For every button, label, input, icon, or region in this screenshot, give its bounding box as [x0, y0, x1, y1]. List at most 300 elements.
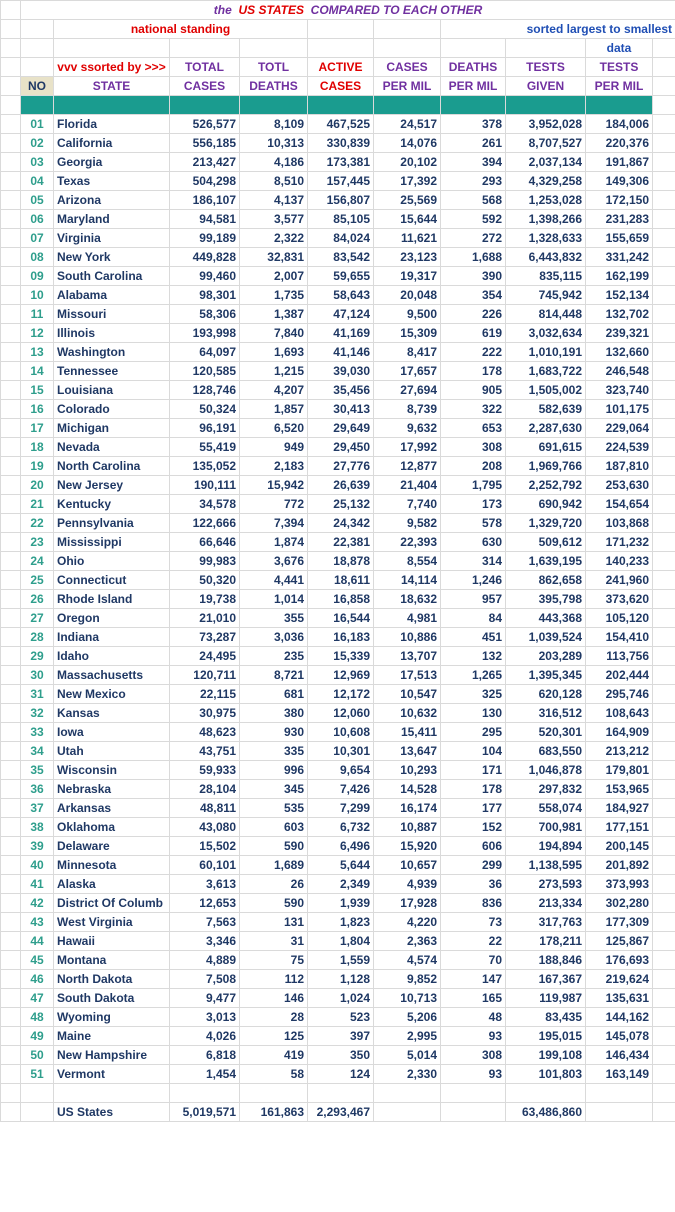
row-number: 10	[21, 286, 54, 305]
tests-given: 194,894	[506, 837, 586, 856]
active-cases: 83,542	[308, 248, 374, 267]
row-number: 14	[21, 362, 54, 381]
tests-given: 297,832	[506, 780, 586, 799]
row-number: 41	[21, 875, 54, 894]
deaths-per-mil: 592	[441, 210, 506, 229]
cases-per-mil: 25,569	[374, 191, 441, 210]
totals-tests-given: 63,486,860	[506, 1103, 586, 1122]
tests-given: 316,512	[506, 704, 586, 723]
state-name: Connecticut	[54, 571, 170, 590]
tests-given: 745,942	[506, 286, 586, 305]
total-cases: 96,191	[170, 419, 240, 438]
state-name: Tennessee	[54, 362, 170, 381]
total-cases: 15,502	[170, 837, 240, 856]
tests-per-mil: 177,309	[586, 913, 653, 932]
total-deaths: 31	[240, 932, 308, 951]
deaths-per-mil: 322	[441, 400, 506, 419]
row-number: 39	[21, 837, 54, 856]
cases-per-mil: 19,317	[374, 267, 441, 286]
tests-given: 1,138,595	[506, 856, 586, 875]
header-bottom-tests-per-mil: PER MIL	[586, 77, 653, 96]
total-deaths: 2,322	[240, 229, 308, 248]
tests-per-mil: 163,149	[586, 1065, 653, 1084]
table-row	[1, 723, 675, 742]
cases-per-mil: 23,123	[374, 248, 441, 267]
active-cases: 10,608	[308, 723, 374, 742]
active-cases: 12,172	[308, 685, 374, 704]
cases-per-mil: 20,102	[374, 153, 441, 172]
total-deaths: 131	[240, 913, 308, 932]
deaths-per-mil: 1,795	[441, 476, 506, 495]
tests-per-mil: 105,120	[586, 609, 653, 628]
total-deaths: 535	[240, 799, 308, 818]
total-cases: 43,751	[170, 742, 240, 761]
deaths-per-mil: 451	[441, 628, 506, 647]
deaths-per-mil: 905	[441, 381, 506, 400]
active-cases: 39,030	[308, 362, 374, 381]
state-name: Missouri	[54, 305, 170, 324]
active-cases: 2,349	[308, 875, 374, 894]
total-cases: 556,185	[170, 134, 240, 153]
cases-per-mil: 14,528	[374, 780, 441, 799]
table-row	[1, 134, 675, 153]
tests-per-mil: 144,162	[586, 1008, 653, 1027]
active-cases: 1,823	[308, 913, 374, 932]
cases-per-mil: 22,393	[374, 533, 441, 552]
deaths-per-mil: 957	[441, 590, 506, 609]
tests-given: 1,046,878	[506, 761, 586, 780]
total-deaths: 1,693	[240, 343, 308, 362]
row-number: 46	[21, 970, 54, 989]
tests-given: 1,395,345	[506, 666, 586, 685]
row-number: 02	[21, 134, 54, 153]
active-cases: 523	[308, 1008, 374, 1027]
total-cases: 7,508	[170, 970, 240, 989]
state-name: Montana	[54, 951, 170, 970]
table-row	[1, 571, 675, 590]
total-cases: 48,623	[170, 723, 240, 742]
tests-given: 582,639	[506, 400, 586, 419]
row-number: 23	[21, 533, 54, 552]
title-us-states: US STATES	[238, 3, 304, 17]
deaths-per-mil: 208	[441, 457, 506, 476]
tests-given: 1,010,191	[506, 343, 586, 362]
cases-per-mil: 17,657	[374, 362, 441, 381]
tests-given: 101,803	[506, 1065, 586, 1084]
row-number: 15	[21, 381, 54, 400]
total-deaths: 772	[240, 495, 308, 514]
tests-given: 509,612	[506, 533, 586, 552]
tests-per-mil: 176,693	[586, 951, 653, 970]
tests-per-mil: 187,810	[586, 457, 653, 476]
row-number: 22	[21, 514, 54, 533]
row-number: 09	[21, 267, 54, 286]
active-cases: 12,060	[308, 704, 374, 723]
state-name: Utah	[54, 742, 170, 761]
state-name: New York	[54, 248, 170, 267]
total-deaths: 355	[240, 609, 308, 628]
active-cases: 156,807	[308, 191, 374, 210]
active-cases: 30,413	[308, 400, 374, 419]
row-number: 49	[21, 1027, 54, 1046]
state-name: South Carolina	[54, 267, 170, 286]
tests-per-mil: 113,756	[586, 647, 653, 666]
active-cases: 59,655	[308, 267, 374, 286]
tests-per-mil: 295,746	[586, 685, 653, 704]
total-deaths: 345	[240, 780, 308, 799]
total-cases: 73,287	[170, 628, 240, 647]
row-number: 34	[21, 742, 54, 761]
total-cases: 64,097	[170, 343, 240, 362]
state-name: Arizona	[54, 191, 170, 210]
active-cases: 26,639	[308, 476, 374, 495]
state-name: Maryland	[54, 210, 170, 229]
state-name: Kentucky	[54, 495, 170, 514]
totals-total-cases: 5,019,571	[170, 1103, 240, 1122]
tests-given: 1,329,720	[506, 514, 586, 533]
tests-per-mil: 191,867	[586, 153, 653, 172]
state-name: New Mexico	[54, 685, 170, 704]
total-cases: 12,653	[170, 894, 240, 913]
cases-per-mil: 17,513	[374, 666, 441, 685]
tests-given: 683,550	[506, 742, 586, 761]
row-number: 33	[21, 723, 54, 742]
table-row	[1, 951, 675, 970]
tests-given: 443,368	[506, 609, 586, 628]
totals-total-deaths: 161,863	[240, 1103, 308, 1122]
deaths-per-mil: 308	[441, 1046, 506, 1065]
tests-per-mil: 302,280	[586, 894, 653, 913]
total-cases: 24,495	[170, 647, 240, 666]
total-cases: 449,828	[170, 248, 240, 267]
total-cases: 504,298	[170, 172, 240, 191]
state-name: Wyoming	[54, 1008, 170, 1027]
total-cases: 60,101	[170, 856, 240, 875]
header-bottom-deaths-per-mil: PER MIL	[441, 77, 506, 96]
active-cases: 27,776	[308, 457, 374, 476]
active-cases: 1,559	[308, 951, 374, 970]
total-deaths: 1,387	[240, 305, 308, 324]
tests-given: 195,015	[506, 1027, 586, 1046]
active-cases: 58,643	[308, 286, 374, 305]
total-cases: 58,306	[170, 305, 240, 324]
row-number: 27	[21, 609, 54, 628]
tests-per-mil: 220,376	[586, 134, 653, 153]
total-cases: 55,419	[170, 438, 240, 457]
active-cases: 25,132	[308, 495, 374, 514]
total-cases: 48,811	[170, 799, 240, 818]
table-row	[1, 818, 675, 837]
total-deaths: 4,207	[240, 381, 308, 400]
deaths-per-mil: 93	[441, 1065, 506, 1084]
tests-given: 273,593	[506, 875, 586, 894]
total-cases: 22,115	[170, 685, 240, 704]
total-deaths: 1,735	[240, 286, 308, 305]
deaths-per-mil: 178	[441, 362, 506, 381]
total-deaths: 335	[240, 742, 308, 761]
tests-given: 620,128	[506, 685, 586, 704]
total-deaths: 681	[240, 685, 308, 704]
deaths-per-mil: 147	[441, 970, 506, 989]
total-cases: 98,301	[170, 286, 240, 305]
table-row	[1, 552, 675, 571]
active-cases: 7,299	[308, 799, 374, 818]
total-cases: 193,998	[170, 324, 240, 343]
tests-given: 83,435	[506, 1008, 586, 1027]
table-row	[1, 324, 675, 343]
header-bottom-active-cases: CASES	[308, 77, 374, 96]
cases-per-mil: 13,707	[374, 647, 441, 666]
tests-given: 178,211	[506, 932, 586, 951]
cases-per-mil: 15,309	[374, 324, 441, 343]
row-number: 04	[21, 172, 54, 191]
table-row	[1, 457, 675, 476]
table-row	[1, 248, 675, 267]
state-name: Arkansas	[54, 799, 170, 818]
cases-per-mil: 13,647	[374, 742, 441, 761]
total-cases: 1,454	[170, 1065, 240, 1084]
total-cases: 99,983	[170, 552, 240, 571]
total-deaths: 603	[240, 818, 308, 837]
deaths-per-mil: 578	[441, 514, 506, 533]
row-number: 30	[21, 666, 54, 685]
table-row	[1, 476, 675, 495]
deaths-per-mil: 299	[441, 856, 506, 875]
active-cases: 1,939	[308, 894, 374, 913]
active-cases: 7,426	[308, 780, 374, 799]
total-deaths: 8,510	[240, 172, 308, 191]
table-row	[1, 666, 675, 685]
total-cases: 3,346	[170, 932, 240, 951]
tests-per-mil: 229,064	[586, 419, 653, 438]
state-name: North Dakota	[54, 970, 170, 989]
table-row	[1, 419, 675, 438]
tests-given: 119,987	[506, 989, 586, 1008]
total-deaths: 1,874	[240, 533, 308, 552]
tests-per-mil: 155,659	[586, 229, 653, 248]
row-number: 48	[21, 1008, 54, 1027]
cases-per-mil: 18,632	[374, 590, 441, 609]
state-name: Georgia	[54, 153, 170, 172]
state-name: New Hampshire	[54, 1046, 170, 1065]
national-standing-label: national standing	[54, 20, 308, 39]
cases-per-mil: 15,411	[374, 723, 441, 742]
active-cases: 41,146	[308, 343, 374, 362]
row-number: 31	[21, 685, 54, 704]
table-row	[1, 856, 675, 875]
row-number: 24	[21, 552, 54, 571]
state-name: Hawaii	[54, 932, 170, 951]
cases-per-mil: 9,632	[374, 419, 441, 438]
state-name: California	[54, 134, 170, 153]
total-deaths: 419	[240, 1046, 308, 1065]
tests-per-mil: 132,702	[586, 305, 653, 324]
deaths-per-mil: 295	[441, 723, 506, 742]
total-deaths: 1,689	[240, 856, 308, 875]
state-name: Nebraska	[54, 780, 170, 799]
active-cases: 85,105	[308, 210, 374, 229]
deaths-per-mil: 93	[441, 1027, 506, 1046]
cases-per-mil: 4,939	[374, 875, 441, 894]
cases-per-mil: 14,114	[374, 571, 441, 590]
cases-per-mil: 17,928	[374, 894, 441, 913]
table-row	[1, 989, 675, 1008]
deaths-per-mil: 22	[441, 932, 506, 951]
row-number: 51	[21, 1065, 54, 1084]
state-name: Minnesota	[54, 856, 170, 875]
total-cases: 6,818	[170, 1046, 240, 1065]
table-row	[1, 305, 675, 324]
table-row	[1, 837, 675, 856]
state-name: Indiana	[54, 628, 170, 647]
total-deaths: 7,394	[240, 514, 308, 533]
active-cases: 1,024	[308, 989, 374, 1008]
tests-given: 1,398,266	[506, 210, 586, 229]
row-number: 12	[21, 324, 54, 343]
total-deaths: 590	[240, 837, 308, 856]
tests-per-mil: 373,993	[586, 875, 653, 894]
active-cases: 16,183	[308, 628, 374, 647]
deaths-per-mil: 325	[441, 685, 506, 704]
table-row	[1, 229, 675, 248]
active-cases: 9,654	[308, 761, 374, 780]
table-row	[1, 1027, 675, 1046]
active-cases: 15,339	[308, 647, 374, 666]
header-top-tests: TESTS	[506, 58, 586, 77]
table-row	[1, 628, 675, 647]
tests-per-mil: 152,134	[586, 286, 653, 305]
total-cases: 21,010	[170, 609, 240, 628]
tests-given: 2,037,134	[506, 153, 586, 172]
deaths-per-mil: 132	[441, 647, 506, 666]
table-row	[1, 1065, 675, 1084]
cases-per-mil: 12,877	[374, 457, 441, 476]
deaths-per-mil: 171	[441, 761, 506, 780]
tests-given: 2,252,792	[506, 476, 586, 495]
total-deaths: 380	[240, 704, 308, 723]
row-number: 11	[21, 305, 54, 324]
row-number: 20	[21, 476, 54, 495]
deaths-per-mil: 293	[441, 172, 506, 191]
cases-per-mil: 21,404	[374, 476, 441, 495]
deaths-per-mil: 619	[441, 324, 506, 343]
cases-per-mil: 5,014	[374, 1046, 441, 1065]
table-row	[1, 932, 675, 951]
header-bottom-tests-given: GIVEN	[506, 77, 586, 96]
tests-per-mil: 201,892	[586, 856, 653, 875]
header-state: STATE	[54, 77, 170, 96]
cases-per-mil: 4,981	[374, 609, 441, 628]
active-cases: 12,969	[308, 666, 374, 685]
total-cases: 43,080	[170, 818, 240, 837]
total-deaths: 112	[240, 970, 308, 989]
tests-given: 691,615	[506, 438, 586, 457]
tests-per-mil: 213,212	[586, 742, 653, 761]
row-number: 32	[21, 704, 54, 723]
tests-per-mil: 177,151	[586, 818, 653, 837]
total-cases: 120,711	[170, 666, 240, 685]
state-name: Texas	[54, 172, 170, 191]
state-name: Vermont	[54, 1065, 170, 1084]
state-name: Illinois	[54, 324, 170, 343]
title-prefix: the	[213, 3, 232, 17]
cases-per-mil: 14,076	[374, 134, 441, 153]
state-name: Oklahoma	[54, 818, 170, 837]
totals-label: US States	[54, 1103, 170, 1122]
sorted-largest-label: sorted largest to smallest	[441, 20, 675, 39]
active-cases: 330,839	[308, 134, 374, 153]
tests-given: 203,289	[506, 647, 586, 666]
table-row	[1, 742, 675, 761]
row-number: 07	[21, 229, 54, 248]
active-cases: 124	[308, 1065, 374, 1084]
active-cases: 35,456	[308, 381, 374, 400]
total-deaths: 930	[240, 723, 308, 742]
cases-per-mil: 10,713	[374, 989, 441, 1008]
total-cases: 526,577	[170, 115, 240, 134]
deaths-per-mil: 314	[441, 552, 506, 571]
tests-given: 862,658	[506, 571, 586, 590]
row-number: 03	[21, 153, 54, 172]
cases-per-mil: 27,694	[374, 381, 441, 400]
state-name: Michigan	[54, 419, 170, 438]
total-deaths: 4,137	[240, 191, 308, 210]
active-cases: 18,611	[308, 571, 374, 590]
cases-per-mil: 24,517	[374, 115, 441, 134]
deaths-per-mil: 836	[441, 894, 506, 913]
tests-per-mil: 184,927	[586, 799, 653, 818]
cases-per-mil: 15,644	[374, 210, 441, 229]
cases-per-mil: 10,547	[374, 685, 441, 704]
tests-given: 520,301	[506, 723, 586, 742]
tests-given: 1,969,766	[506, 457, 586, 476]
active-cases: 22,381	[308, 533, 374, 552]
table-row	[1, 153, 675, 172]
total-deaths: 75	[240, 951, 308, 970]
tests-given: 1,505,002	[506, 381, 586, 400]
tests-per-mil: 149,306	[586, 172, 653, 191]
tests-per-mil: 179,801	[586, 761, 653, 780]
deaths-per-mil: 70	[441, 951, 506, 970]
data-label: data	[586, 39, 653, 58]
tests-given: 814,448	[506, 305, 586, 324]
deaths-per-mil: 226	[441, 305, 506, 324]
table-row	[1, 533, 675, 552]
tests-given: 317,763	[506, 913, 586, 932]
header-divider	[1, 96, 675, 115]
total-deaths: 1,215	[240, 362, 308, 381]
row-number: 19	[21, 457, 54, 476]
row-number: 16	[21, 400, 54, 419]
row-number: 08	[21, 248, 54, 267]
total-cases: 128,746	[170, 381, 240, 400]
row-number: 18	[21, 438, 54, 457]
tests-per-mil: 135,631	[586, 989, 653, 1008]
cases-per-mil: 2,995	[374, 1027, 441, 1046]
state-name: West Virginia	[54, 913, 170, 932]
tests-per-mil: 323,740	[586, 381, 653, 400]
cases-per-mil: 9,852	[374, 970, 441, 989]
row-number: 42	[21, 894, 54, 913]
table-row	[1, 780, 675, 799]
header-top-totl: TOTL	[240, 58, 308, 77]
cases-per-mil: 2,363	[374, 932, 441, 951]
sheet-title	[21, 1, 675, 20]
tests-given: 1,328,633	[506, 229, 586, 248]
active-cases: 6,496	[308, 837, 374, 856]
tests-per-mil: 373,620	[586, 590, 653, 609]
tests-given: 2,287,630	[506, 419, 586, 438]
